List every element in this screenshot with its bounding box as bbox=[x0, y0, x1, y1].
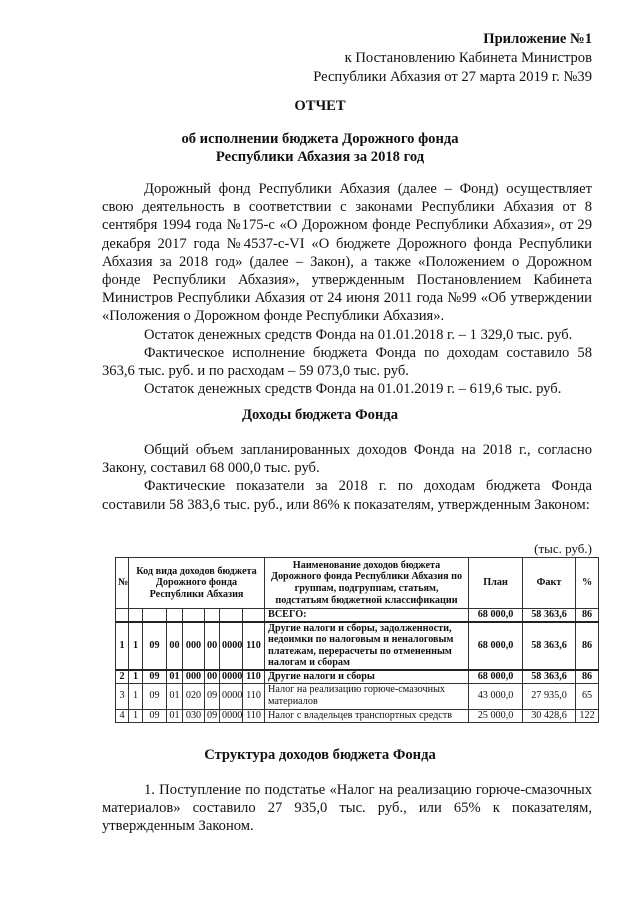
code-part: 00 bbox=[205, 622, 220, 670]
structure-paragraph-1: 1. Поступление по подстатье «Налог на реализацию горюче-смазочных материалов» составило 27 935,0 тыс. руб., или 65% к показателям, утвержденным Законом. bbox=[102, 782, 592, 835]
header-pct: % bbox=[576, 558, 599, 609]
code-part: 1 bbox=[129, 683, 143, 709]
income-table bbox=[115, 557, 599, 723]
code-part: 110 bbox=[243, 622, 265, 670]
row-name: Другие налоги и сборы bbox=[265, 670, 469, 683]
total-pct: 86 bbox=[576, 609, 599, 622]
intro-paragraph-1: Дорожный фонд Республики Абхазия (далее – Фонд) осуществляет свою деятельность в соответствии с законами Республики Абхазия от 8 сентября 1994 года №175-с «О Дорожном фонде Республики Абхазия», от 29 декабря 2017 года №4537-с-VI «О бюджете Дорожного фонда Республики Абхазия за 2018 год» (далее – Закон), а также «Положением о Дорожном фонде Республики Абхазия», утвержденным Постановлением Кабинета Министров Республики Абхазия от 24 июня 2011 года №99 «Об утверждении «Положения о Дорожном фонде Республики Абхазия». bbox=[102, 181, 592, 325]
row-pct: 86 bbox=[576, 622, 599, 670]
structure-heading: Структура доходов бюджета Фонда bbox=[204, 747, 436, 763]
row-num: 4 bbox=[116, 709, 129, 722]
code-part: 110 bbox=[243, 683, 265, 709]
structure-section bbox=[102, 781, 592, 836]
intro-section bbox=[102, 180, 592, 398]
row-pct: 86 bbox=[576, 670, 599, 683]
code-part: 020 bbox=[183, 683, 205, 709]
row-num: 1 bbox=[116, 622, 129, 670]
total-label: ВСЕГО: bbox=[265, 609, 469, 622]
code-part: 01 bbox=[167, 683, 183, 709]
appendix-header bbox=[313, 30, 592, 87]
table-row bbox=[116, 683, 599, 709]
row-name: Налог с владельцев транспортных средств bbox=[265, 709, 469, 722]
table-unit-label: (тыс. руб.) bbox=[534, 541, 592, 556]
header-name: Наименование доходов бюджета Дорожного фонда Республики Абхазия по группам, подгруппам, статьям, подстатьям бюджетной классификации bbox=[265, 558, 469, 609]
code-part: 1 bbox=[129, 709, 143, 722]
appendix-line-2: к Постановлению Кабинета Министров bbox=[344, 50, 592, 66]
income-heading: Доходы бюджета Фонда bbox=[241, 407, 399, 423]
code-part: 09 bbox=[143, 622, 167, 670]
code-part: 0000 bbox=[220, 622, 243, 670]
header-plan: План bbox=[469, 558, 523, 609]
code-part: 01 bbox=[167, 709, 183, 722]
table-row bbox=[116, 622, 599, 670]
row-name: Другие налоги и сборы, задолженности, недоимки по налоговым и неналоговым платежам, перерасчеты по отмененным налогам и сборам bbox=[265, 622, 469, 670]
income-paragraph-1: Общий объем запланированных доходов Фонда на 2018 г., согласно Закону, составил 68 000,0 тыс. руб. bbox=[102, 442, 592, 477]
table-row bbox=[116, 670, 599, 683]
intro-paragraph-2: Остаток денежных средств Фонда на 01.01.2018 г. – 1 329,0 тыс. руб. bbox=[144, 326, 573, 343]
table-row bbox=[116, 709, 599, 722]
code-part: 030 bbox=[183, 709, 205, 722]
row-num: 3 bbox=[116, 683, 129, 709]
code-part: 0000 bbox=[220, 670, 243, 683]
total-fact: 58 363,6 bbox=[523, 609, 576, 622]
code-part: 1 bbox=[129, 622, 143, 670]
document-subtitle bbox=[0, 130, 640, 166]
row-plan: 43 000,0 bbox=[469, 683, 523, 709]
code-part: 09 bbox=[143, 709, 167, 722]
row-name: Налог на реализацию горюче-смазочных материалов bbox=[265, 683, 469, 709]
intro-paragraph-4: Остаток денежных средств Фонда на 01.01.2019 г. – 619,6 тыс. руб. bbox=[144, 381, 562, 398]
header-code: Код вида доходов бюджета Дорожного фонда Республики Абхазия bbox=[129, 558, 265, 609]
income-section bbox=[102, 441, 592, 514]
code-part: 0000 bbox=[220, 709, 243, 722]
row-fact: 27 935,0 bbox=[523, 683, 576, 709]
code-part: 00 bbox=[205, 670, 220, 683]
code-part: 09 bbox=[205, 709, 220, 722]
header-fact: Факт bbox=[523, 558, 576, 609]
table-header-row bbox=[116, 558, 599, 609]
code-part: 09 bbox=[143, 683, 167, 709]
row-plan: 68 000,0 bbox=[469, 622, 523, 670]
row-fact: 30 428,6 bbox=[523, 709, 576, 722]
code-part: 09 bbox=[143, 670, 167, 683]
code-part: 01 bbox=[167, 670, 183, 683]
code-part: 110 bbox=[243, 709, 265, 722]
code-part: 000 bbox=[183, 670, 205, 683]
row-pct: 122 bbox=[576, 709, 599, 722]
row-num: 2 bbox=[116, 670, 129, 683]
code-part: 1 bbox=[129, 670, 143, 683]
code-part: 0000 bbox=[220, 683, 243, 709]
row-plan: 25 000,0 bbox=[469, 709, 523, 722]
document-title: ОТЧЕТ bbox=[294, 98, 346, 114]
code-part: 000 bbox=[183, 622, 205, 670]
subtitle-line-2: Республики Абхазия за 2018 год bbox=[215, 149, 425, 165]
row-fact: 58 363,6 bbox=[523, 622, 576, 670]
code-part: 110 bbox=[243, 670, 265, 683]
subtitle-line-1: об исполнении бюджета Дорожного фонда bbox=[181, 131, 459, 147]
header-num: № bbox=[116, 558, 129, 609]
row-fact: 58 363,6 bbox=[523, 670, 576, 683]
table-row-total bbox=[116, 609, 599, 622]
income-paragraph-2: Фактические показатели за 2018 г. по доходам бюджета Фонда составили 58 383,6 тыс. руб., или 86% к показателям, утвержденным Законом: bbox=[102, 478, 592, 513]
appendix-line-3: Республики Абхазия от 27 марта 2019 г. №39 bbox=[313, 69, 592, 85]
code-part: 00 bbox=[167, 622, 183, 670]
code-part: 09 bbox=[205, 683, 220, 709]
row-pct: 65 bbox=[576, 683, 599, 709]
appendix-number: Приложение №1 bbox=[483, 31, 592, 47]
total-plan: 68 000,0 bbox=[469, 609, 523, 622]
intro-paragraph-3: Фактическое исполнение бюджета Фонда по доходам составило 58 363,6 тыс. руб. и по расходам – 59 073,0 тыс. руб. bbox=[102, 344, 592, 380]
row-plan: 68 000,0 bbox=[469, 670, 523, 683]
